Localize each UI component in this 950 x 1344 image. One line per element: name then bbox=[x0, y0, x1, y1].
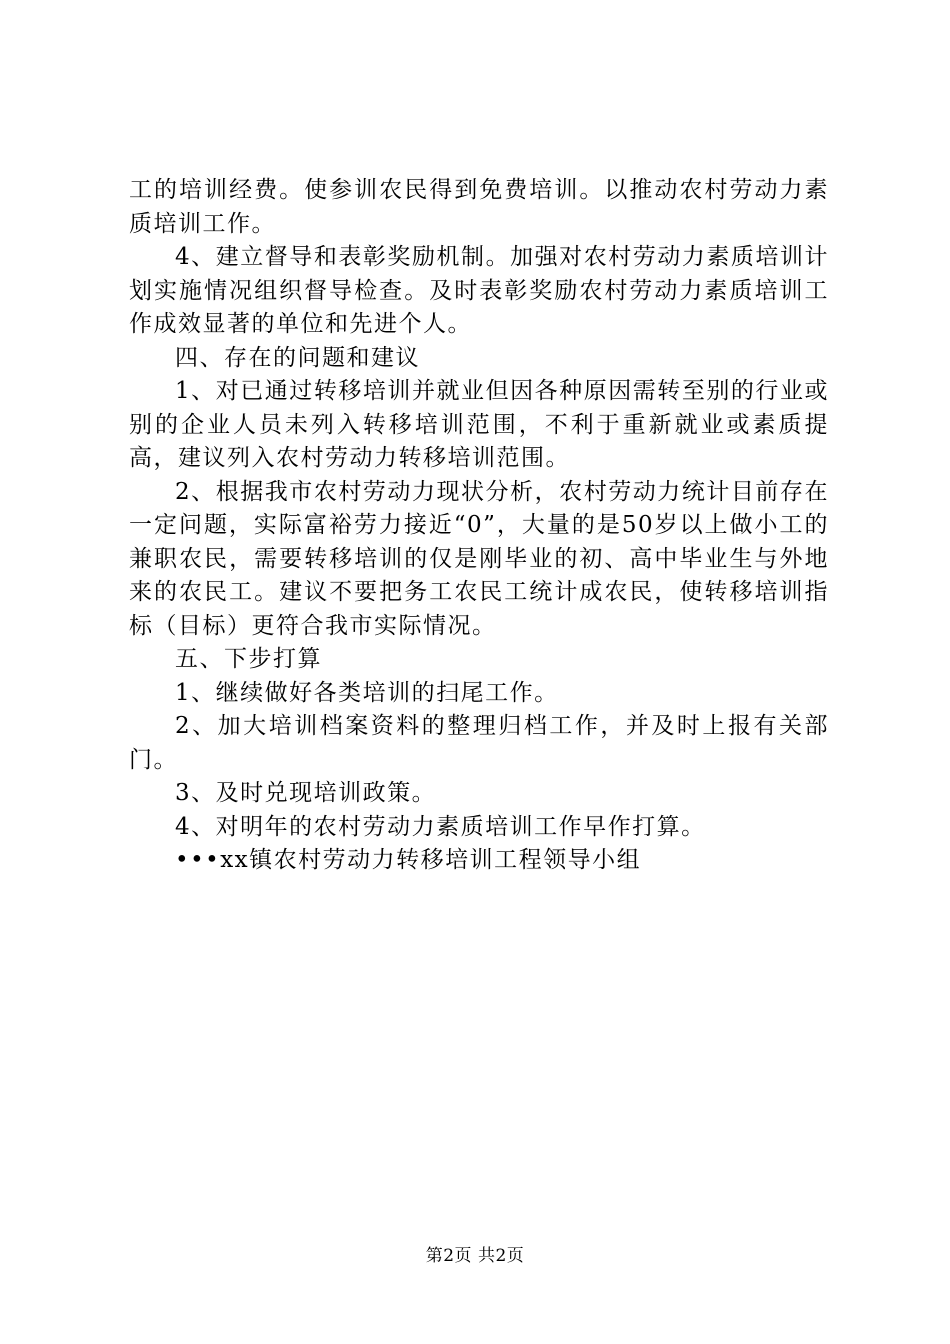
signature-line: •••xx镇农村劳动力转移培训工程领导小组 bbox=[175, 847, 642, 873]
paragraph-6: 2、加大培训档案资料的整理归档工作，并及时上报有关部门。 bbox=[129, 713, 829, 773]
paragraph-3: 1、对已通过转移培训并就业但因各种原因需转至别的行业或别的企业人员未列入转移培训范围，不利于重新就业或素质提高，建议列入农村劳动力转移培训范围。 bbox=[129, 378, 829, 471]
paragraph-7: 3、及时兑现培训政策。 bbox=[175, 780, 437, 806]
paragraph-4: 2、根据我市农村劳动力现状分析，农村劳动力统计目前存在一定问题，实际富裕劳力接近“0”，大量的是50岁以上做小工的兼职农民，需要转移培训的仅是刚毕业的初、高中毕业生与外地来的农民工。建议不要把务工农民工统计成农民，使转移培训指标（目标）更符合我市实际情况。 bbox=[129, 478, 829, 639]
paragraph-8: 4、对明年的农村劳动力素质培训工作早作打算。 bbox=[175, 813, 706, 840]
page-number-footer: 第2页 共2页 bbox=[425, 1246, 525, 1266]
paragraph-1: 工的培训经费。使参训农民得到免费培训。以推动农村劳动力素质培训工作。 bbox=[129, 177, 829, 237]
document-body bbox=[129, 174, 829, 878]
section-heading-4: 四、存在的问题和建议 bbox=[175, 344, 420, 371]
paragraph-5: 1、继续做好各类培训的扫尾工作。 bbox=[175, 679, 559, 706]
section-heading-5: 五、下步打算 bbox=[175, 646, 322, 672]
paragraph-2: 4、建立督导和表彰奖励机制。加强对农村劳动力素质培训计划实施情况组织督导检查。及时表彰奖励农村劳动力素质培训工作成效显著的单位和先进个人。 bbox=[129, 244, 829, 337]
